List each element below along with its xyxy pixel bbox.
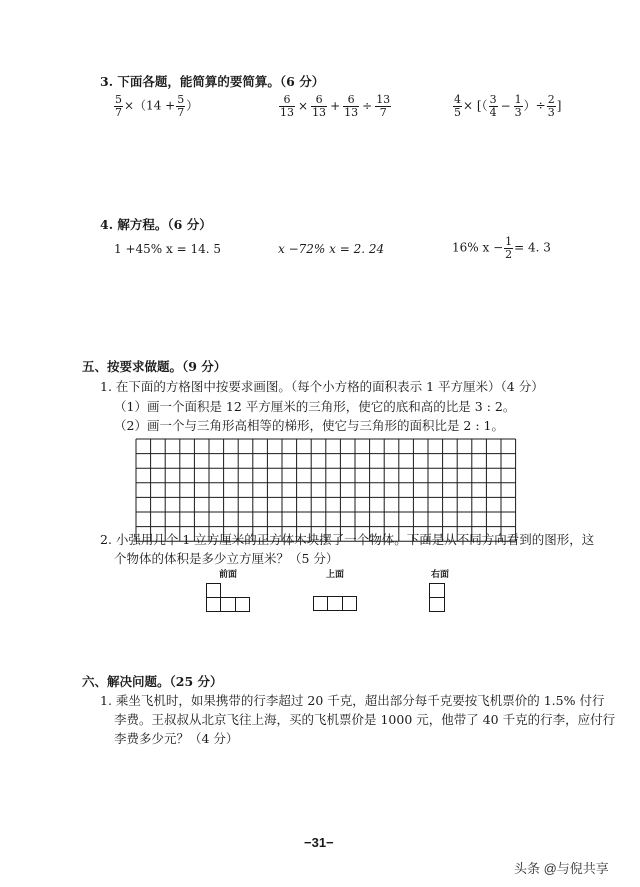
q4-equation-1: 1 +45% x = 14. 5 <box>114 242 221 256</box>
top-view-shape <box>313 596 357 611</box>
s5-question-2-line-1: 2. 小强用几个 1 立方厘米的正方体木块摆了一个物体。下面是从不同方向看到的图形，这 <box>100 532 595 547</box>
top-view-label: 上面 <box>325 570 344 580</box>
q4-equation-3: 16% x − $\frac{1}{2}$ = 4. 3 <box>452 235 551 261</box>
q3-expression-2: $\frac{6}{13}$ × $\frac{6}{13}$ + $\frac{6}{13}$ ÷ $\frac{13}{7}$ <box>280 93 391 119</box>
front-view-label: 前面 <box>218 570 237 580</box>
s5-question-1: 1. 在下面的方格图中按要求画图。（每个小方格的面积表示 1 平方厘米）（4 分） <box>100 379 544 394</box>
watermark: 头条 @与倪共享 <box>514 861 609 876</box>
s5-question-1-part-2: （2）画一个与三角形高相等的梯形，使它与三角形的面积比是 2 : 1。 <box>114 418 504 433</box>
q3-title: 3. 下面各题，能简算的要简算。（6 分） <box>100 74 325 89</box>
s5-question-1-part-1: （1）画一个面积是 12 平方厘米的三角形，使它的底和高的比是 3 : 2。 <box>114 399 516 414</box>
top-view <box>313 567 357 611</box>
drawing-grid[interactable] <box>135 438 525 544</box>
section-6-title: 六、解决问题。（25 分） <box>82 674 223 689</box>
s6-question-1-line-3: 李费多少元？（4 分） <box>114 731 239 746</box>
right-view-shape <box>425 583 455 612</box>
right-view-label: 右面 <box>430 570 449 580</box>
page-number: −31− <box>304 835 334 850</box>
s5-question-2-line-2: 个物体的体积是多少立方厘米？（5 分） <box>114 551 339 566</box>
q4-title: 4. 解方程。（6 分） <box>100 217 212 232</box>
s6-question-1-line-2: 李费。王叔叔从北京飞往上海，买的飞机票价是 1000 元，他带了 40 千克的行李，应付行 <box>114 712 616 727</box>
q4-equation-2: x −72% x = 2. 24 <box>278 242 385 256</box>
front-view-shape <box>206 583 250 612</box>
section-5-title: 五、按要求做题。（9 分） <box>82 359 227 374</box>
s6-question-1-line-1: 1. 乘坐飞机时，如果携带的行李超过 20 千克，超出部分每千克要按飞机票价的 1.5% 付行 <box>100 693 605 708</box>
q3-expression-3: $\frac{4}{5}$ × [（ $\frac{3}{4}$ − $\frac{1}{3}$ ）÷ $\frac{2}{3}$ ] <box>454 93 562 119</box>
q3-expression-1: $\frac{5}{7}$ ×（14 + $\frac{5}{7}$ ） <box>115 93 199 119</box>
right-view <box>425 567 455 612</box>
front-view <box>206 567 250 612</box>
